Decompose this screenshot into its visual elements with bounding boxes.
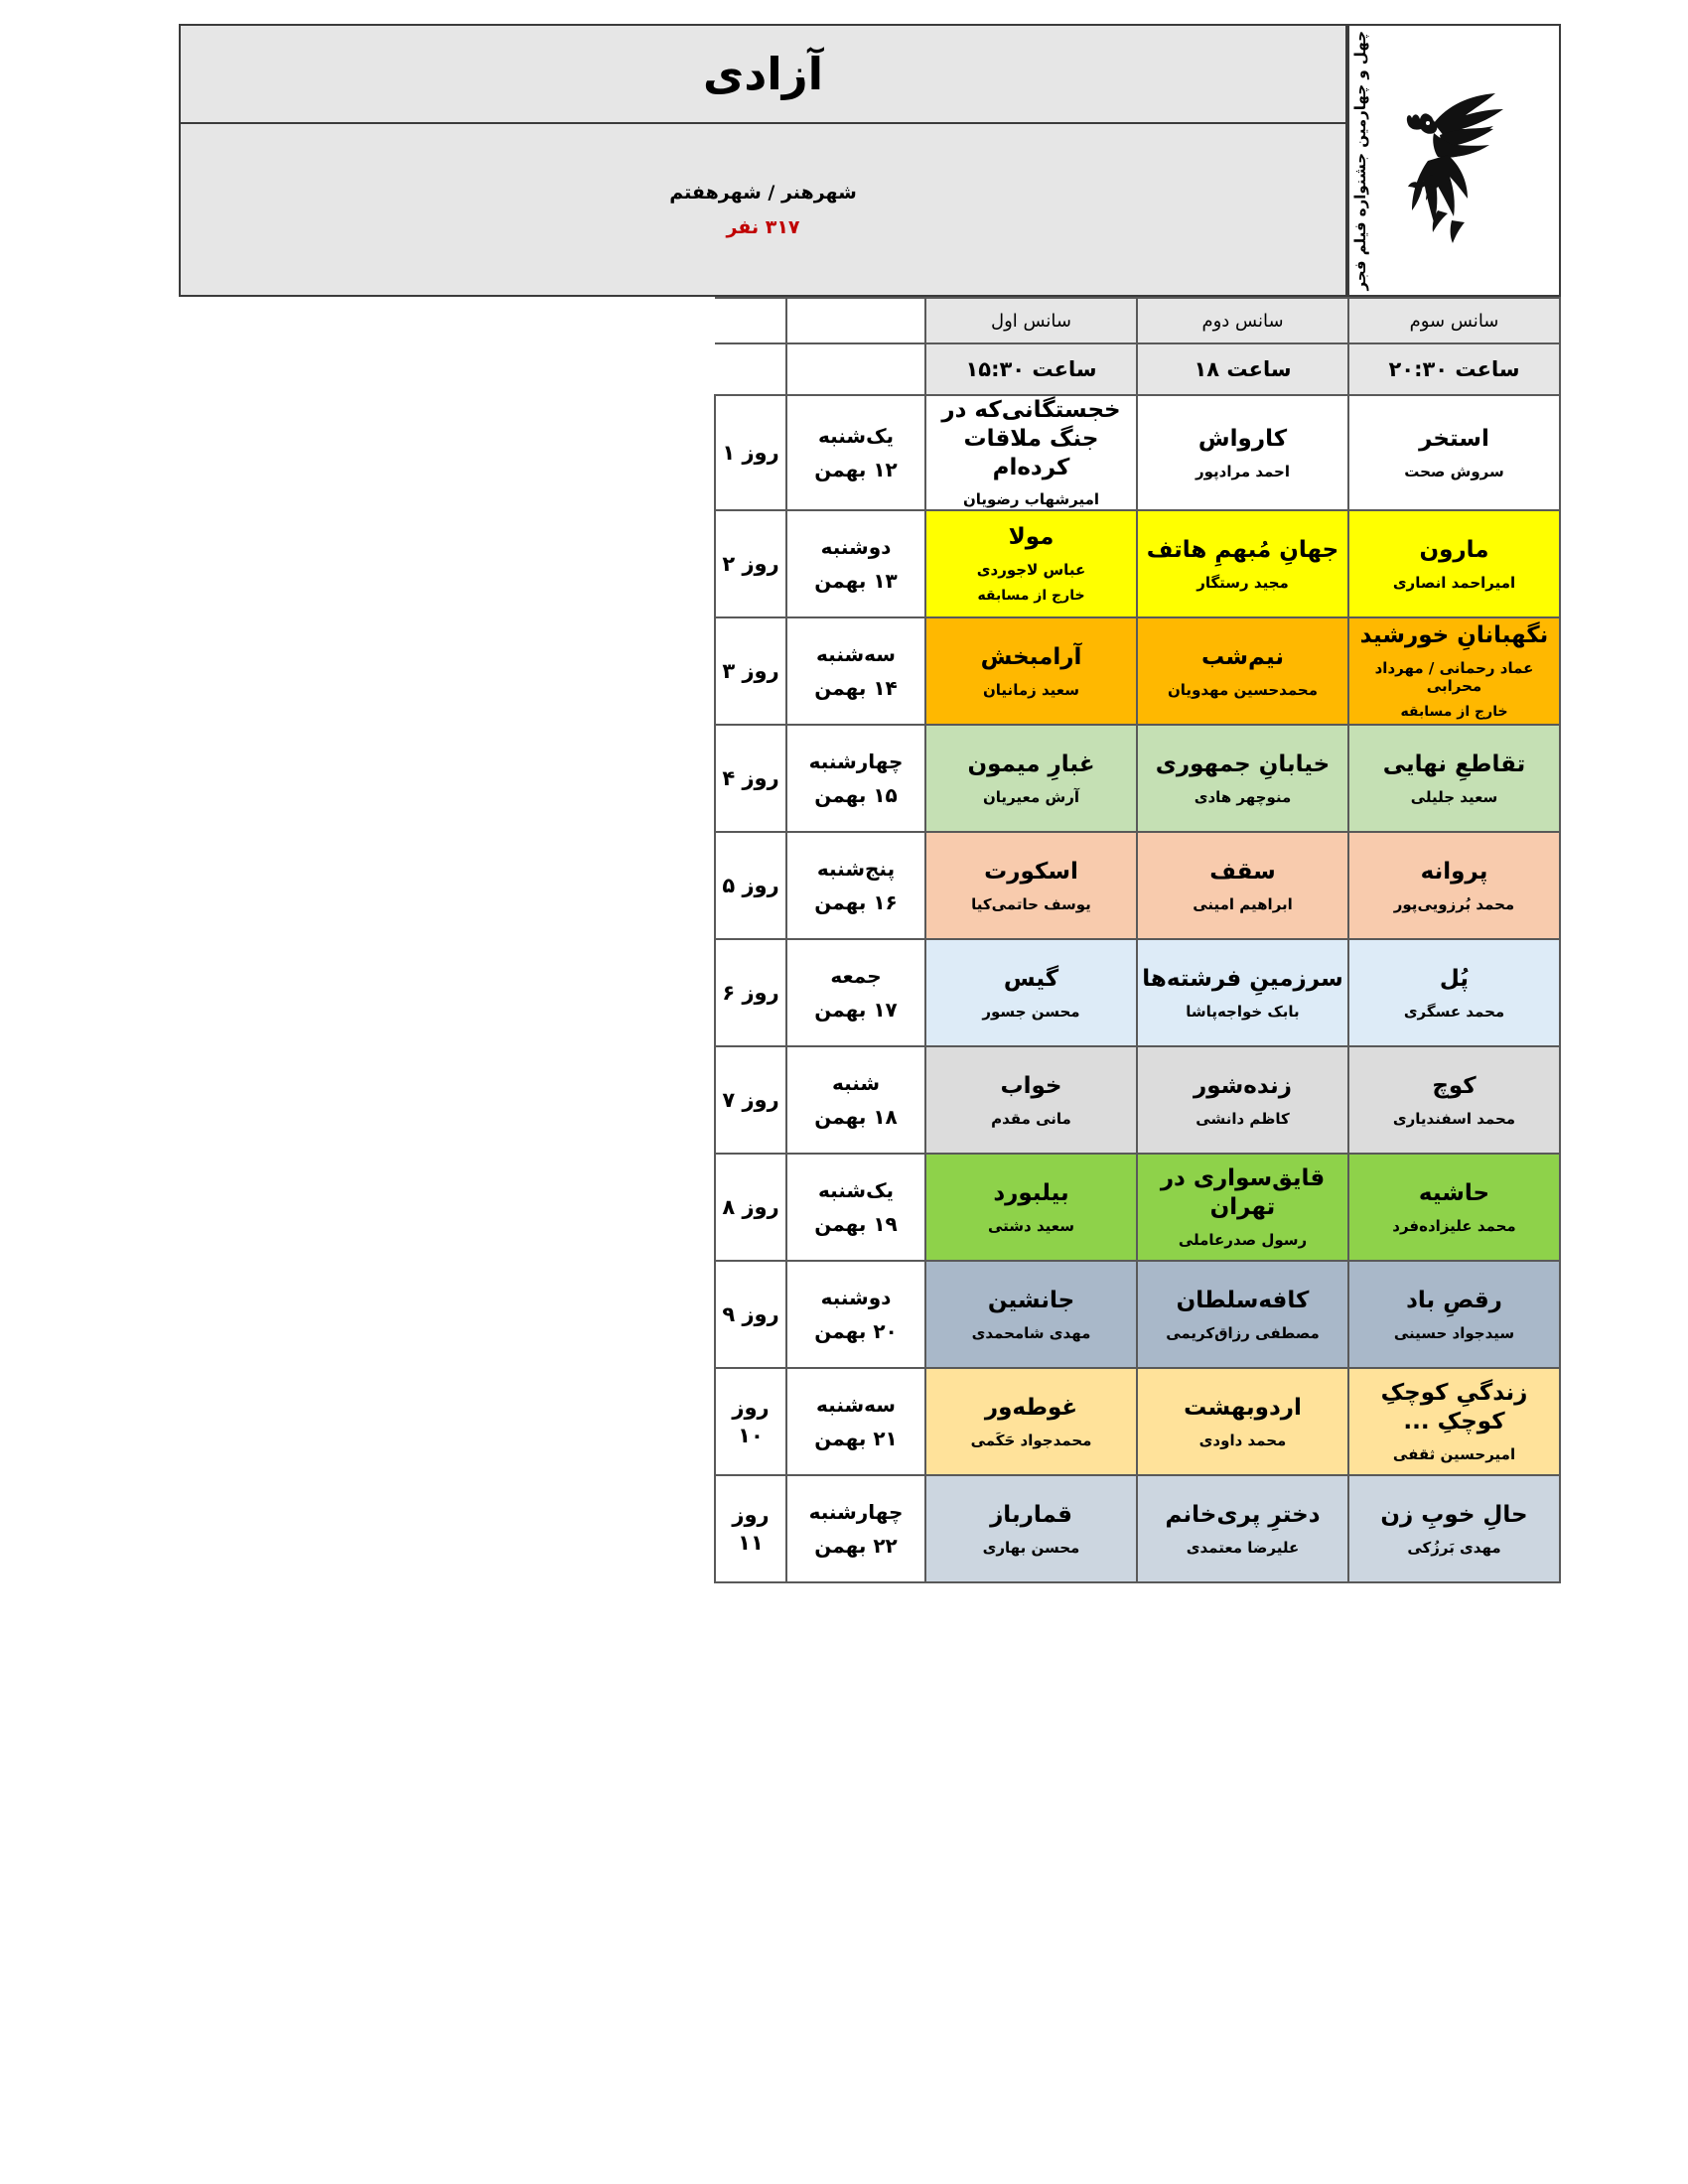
table-row [715, 1046, 1560, 1154]
film-director: امیرحسین ثقفی [1392, 1444, 1516, 1463]
screening-cell[interactable] [925, 832, 1137, 939]
day-header-blank-2 [715, 343, 786, 395]
screening-cell[interactable] [925, 1475, 1137, 1582]
day-number: روز ۶ [715, 939, 786, 1046]
table-row [715, 1368, 1560, 1475]
film-director: محمد داودی [1198, 1431, 1287, 1449]
film-director: سعید جلیلی [1410, 787, 1498, 806]
session-3-time: ساعت ۲۰:۳۰ [1348, 343, 1560, 395]
film-director: امیراحمد انصاری [1392, 573, 1516, 592]
venue-details-cell [181, 124, 1345, 295]
film-note: خارج از مسابقه [977, 587, 1085, 604]
session-name-header-row [715, 298, 1560, 343]
screening-cell[interactable] [1137, 1261, 1348, 1368]
film-title: نیم‌شب [1200, 643, 1285, 670]
table-row [715, 1261, 1560, 1368]
screening-cell[interactable] [925, 1046, 1137, 1154]
film-director: ابراهیم امینی [1193, 894, 1293, 913]
screening-date: یک‌شنبه ۱۹ بهمن [786, 1154, 925, 1261]
session-1-time: ساعت ۱۵:۳۰ [925, 343, 1137, 395]
film-note: خارج از مسابقه [1400, 704, 1508, 721]
film-title: رقصِ باد [1406, 1287, 1502, 1313]
screening-cell[interactable] [1137, 939, 1348, 1046]
screening-date: شنبه ۱۸ بهمن [786, 1046, 925, 1154]
date-header-blank-2 [786, 343, 925, 395]
date-header-blank [786, 298, 925, 343]
day-number: روز ۱۱ [715, 1475, 786, 1582]
screening-schedule-table [714, 297, 1561, 1583]
film-director: سیدجواد حسینی [1393, 1323, 1515, 1342]
film-director: محمد علیزاده‌فرد [1392, 1216, 1516, 1235]
film-director: مهدی شامحمدی [971, 1323, 1091, 1342]
screening-cell[interactable] [1348, 1046, 1560, 1154]
day-number: روز ۴ [715, 725, 786, 832]
screening-cell[interactable] [1137, 1154, 1348, 1261]
film-title: غبارِ میمون [967, 751, 1095, 777]
venue-name: آزادی [702, 48, 824, 100]
screening-cell[interactable] [1137, 395, 1348, 510]
film-director: مصطفی رزاق‌کریمی [1166, 1323, 1320, 1342]
screening-cell[interactable] [1348, 395, 1560, 510]
film-title: پُل [1439, 965, 1470, 992]
screening-cell[interactable] [1348, 1368, 1560, 1475]
film-title: سرزمینِ فرشته‌ها [1142, 965, 1343, 992]
day-number: روز ۱ [715, 395, 786, 510]
screening-cell[interactable] [1348, 510, 1560, 617]
film-title: دخترِ پری‌خانم [1165, 1501, 1321, 1528]
film-director: محمدحسین مهدویان [1168, 680, 1318, 699]
screening-date: چهارشنبه ۲۲ بهمن [786, 1475, 925, 1582]
screening-cell[interactable] [1137, 617, 1348, 725]
table-row [715, 1475, 1560, 1582]
screening-cell[interactable] [925, 617, 1137, 725]
film-director: مهدی بَرزُکی [1407, 1538, 1501, 1557]
film-title: نگهبانانِ خورشید [1359, 621, 1549, 648]
film-director: یوسف حاتمی‌کیا [971, 894, 1091, 913]
film-director: عباس لاجوردی [976, 560, 1086, 579]
film-director: سعید زمانیان [983, 680, 1079, 699]
film-title: حالِ خوبِ زن [1380, 1501, 1528, 1528]
screening-cell[interactable] [925, 939, 1137, 1046]
film-title: خجستگانی‌که در جنگ ملاقات کرده‌ام [941, 397, 1121, 480]
film-director: محمد عسگری [1403, 1002, 1505, 1021]
screening-cell[interactable] [925, 1261, 1137, 1368]
table-row [715, 510, 1560, 617]
film-director: رسول صدرعاملی [1178, 1230, 1308, 1249]
session-2-time: ساعت ۱۸ [1137, 343, 1348, 395]
screening-cell[interactable] [1348, 832, 1560, 939]
screening-cell[interactable] [1348, 939, 1560, 1046]
table-row [715, 832, 1560, 939]
screening-date: سه‌شنبه ۲۱ بهمن [786, 1368, 925, 1475]
screening-cell[interactable] [1348, 1261, 1560, 1368]
film-title: خیابانِ جمهوری [1155, 751, 1331, 777]
film-title: جهانِ مُبهمِ هاتف [1146, 536, 1339, 563]
screening-cell[interactable] [925, 725, 1137, 832]
screening-cell[interactable] [1137, 832, 1348, 939]
screening-date: دوشنبه ۲۰ بهمن [786, 1261, 925, 1368]
film-title: قایق‌سواری در تهران [1160, 1165, 1326, 1221]
venue-title-block [179, 24, 1347, 297]
screening-cell[interactable] [1348, 1154, 1560, 1261]
table-row [715, 725, 1560, 832]
film-director: مانی مقدم [991, 1109, 1071, 1128]
screening-cell[interactable] [1137, 510, 1348, 617]
film-title: زندگیِ کوچکِ کوچکِ ... [1380, 1380, 1528, 1435]
film-title: کوچ [1432, 1072, 1477, 1099]
film-title: زنده‌شور [1193, 1072, 1293, 1099]
film-title: پروانه [1420, 858, 1488, 885]
screening-date: یک‌شنبه ۱۲ بهمن [786, 395, 925, 510]
screening-cell[interactable] [1137, 1046, 1348, 1154]
table-row [715, 939, 1560, 1046]
screening-cell[interactable] [1348, 617, 1560, 725]
film-director: بابک خواجه‌پاشا [1186, 1002, 1300, 1021]
film-title: غوطه‌ور [984, 1394, 1078, 1421]
film-director: محمدجواد حَکَمی [970, 1431, 1092, 1449]
screening-cell[interactable] [1348, 1475, 1560, 1582]
screening-date: پنج‌شنبه ۱۶ بهمن [786, 832, 925, 939]
film-title: بیلبورد [993, 1179, 1069, 1206]
day-number: روز ۷ [715, 1046, 786, 1154]
screening-cell[interactable] [1137, 1368, 1348, 1475]
screening-date: چهارشنبه ۱۵ بهمن [786, 725, 925, 832]
screening-date: جمعه ۱۷ بهمن [786, 939, 925, 1046]
film-director: علیرضا معتمدی [1186, 1538, 1300, 1557]
session-1-name: سانس اول [925, 298, 1137, 343]
film-director: امیرشهاب رضویان [962, 490, 1100, 509]
phoenix-logo-icon [1370, 71, 1557, 250]
table-body [715, 395, 1560, 1582]
day-header-blank [715, 298, 786, 343]
film-title: مارون [1419, 536, 1489, 563]
film-title: مولا [1008, 524, 1055, 551]
film-title: آرامبخش [980, 643, 1082, 670]
day-number: روز ۸ [715, 1154, 786, 1261]
table-head [715, 298, 1560, 395]
film-director: سعید دشتی [988, 1216, 1074, 1235]
film-director: محمد بُرزویی‌پور [1393, 894, 1515, 913]
film-title: اردوبهشت [1184, 1394, 1302, 1421]
day-number: روز ۹ [715, 1261, 786, 1368]
venue-name-cell [181, 26, 1345, 124]
venue-location: شهرهنر / شهرهفتم [669, 181, 857, 204]
film-director: آرش معیریان [983, 787, 1079, 806]
day-number: روز ۵ [715, 832, 786, 939]
table-row [715, 617, 1560, 725]
film-director: احمد مرادپور [1195, 462, 1291, 480]
film-title: خواب [1000, 1072, 1062, 1099]
film-director: منوچهر هادی [1194, 787, 1292, 806]
screening-cell[interactable] [925, 1154, 1137, 1261]
screening-cell[interactable] [1137, 1475, 1348, 1582]
film-title: سقف [1209, 858, 1276, 885]
film-director: کاظم دانشی [1196, 1109, 1290, 1128]
film-director: محسن جسور [982, 1002, 1080, 1021]
film-title: تقاطعِ نهایی [1382, 751, 1526, 777]
screening-date: سه‌شنبه ۱۴ بهمن [786, 617, 925, 725]
venue-capacity: ۳۱۷ نفر [726, 215, 800, 238]
session-time-header-row [715, 343, 1560, 395]
day-number: روز ۱۰ [715, 1368, 786, 1475]
screening-cell[interactable] [925, 510, 1137, 617]
screening-cell[interactable] [925, 1368, 1137, 1475]
session-2-name: سانس دوم [1137, 298, 1348, 343]
film-director: عماد رحمانی / مهرداد محرابی [1374, 658, 1534, 696]
film-title: کارواش [1197, 425, 1288, 452]
day-number: روز ۲ [715, 510, 786, 617]
screening-cell[interactable] [925, 395, 1137, 510]
film-director: محمد اسفندیاری [1392, 1109, 1516, 1128]
festival-branding-strip [1347, 24, 1561, 297]
session-3-name: سانس سوم [1348, 298, 1560, 343]
screening-cell[interactable] [1137, 725, 1348, 832]
table-row [715, 1154, 1560, 1261]
film-title: قمارباز [990, 1501, 1072, 1528]
film-title: حاشیه [1418, 1179, 1490, 1206]
film-director: محسن بهاری [982, 1538, 1080, 1557]
page-banner [171, 24, 1561, 297]
film-title: اسکورت [984, 858, 1078, 885]
screening-date: دوشنبه ۱۳ بهمن [786, 510, 925, 617]
film-title: جانشین [987, 1287, 1075, 1313]
screening-cell[interactable] [1348, 725, 1560, 832]
festival-title-vertical: چهل و چهارمین جشنواره فیلم فجر [1351, 30, 1369, 291]
film-title: گیس [1003, 965, 1059, 992]
film-director: مجید رستگار [1196, 573, 1289, 592]
table-row [715, 395, 1560, 510]
film-title: استخر [1419, 425, 1489, 452]
day-number: روز ۳ [715, 617, 786, 725]
film-director: سروش صحت [1404, 462, 1504, 480]
film-title: کافه‌سلطان [1176, 1287, 1310, 1313]
